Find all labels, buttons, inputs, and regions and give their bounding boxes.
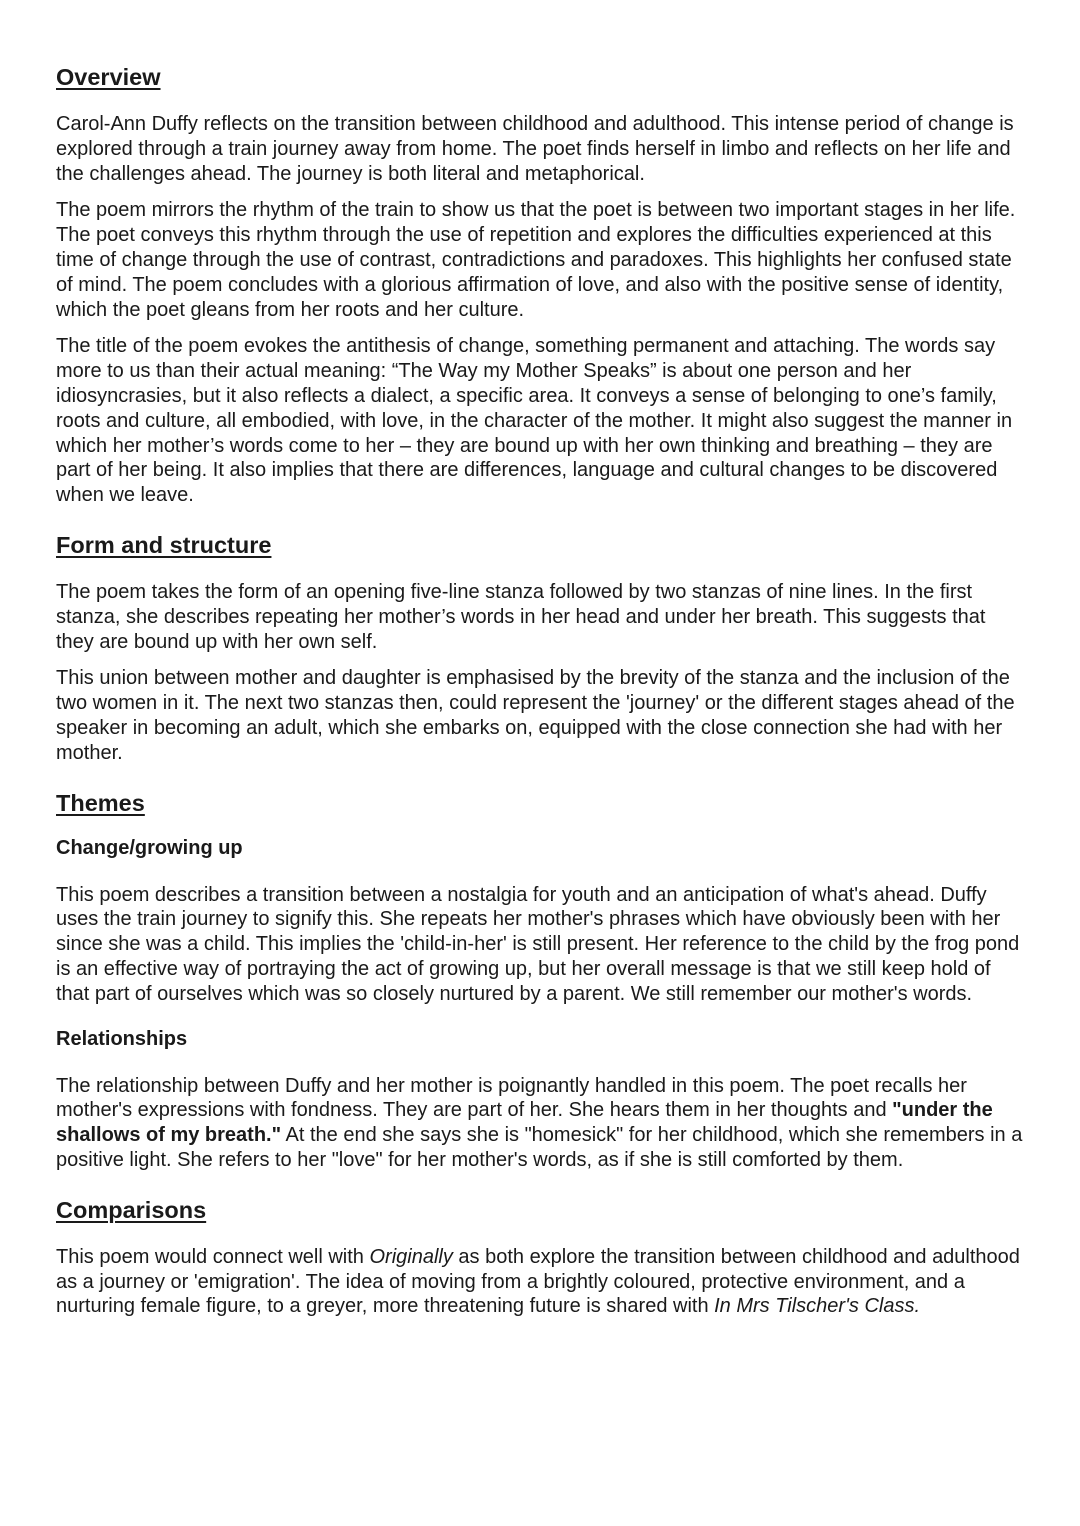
heading-comparisons: Comparisons: [56, 1196, 207, 1223]
relationships-quote: "under the shallows of my breath.": [56, 1099, 993, 1147]
form-paragraph-1: The poem takes the form of an opening five-line stanza followed by two stanzas of nine lines. In the first stanza, she describes repeating her mother’s words in her head and under her breath. This suggests that they are bound up with her own self.: [56, 580, 986, 653]
relationships-text-before: The relationship between Duffy and her mother is poignantly handled in this poem. The poet recalls her mother's expressions with fondness. They are part of her. She hears them in her thoughts and: [56, 1074, 967, 1122]
comparisons-paragraph: [56, 1245, 1028, 1319]
change-paragraph: This poem describes a transition between a nostalgia for youth and an anticipation of what's ahead. Duffy uses the train journey to signify this. She repeats her mother's phrases which have obviously been with her since she was a child. This implies the 'child-in-her' is still present. Her reference to the child by the frog pond is an effective way of portraying the act of growing up, but her overall message is that we still keep hold of that part of ourselves which was so closely nurtured by a parent. We still remember our mother's words.: [56, 883, 1020, 1005]
relationships-text-after: At the end she says she is "homesick" for her childhood, which she remembers in a positive light. She refers to her "love" for her mother's words, as if she is still comforted by them.: [56, 1124, 1023, 1171]
document-page: [56, 62, 1028, 1319]
overview-paragraph-3: The title of the poem evokes the antithesis of change, something permanent and attaching. The words say more to us than their actual meaning: “The Way my Mother Speaks” is about one person and her idiosyncrasies, but it also reflects a dialect, a specific area. It conveys a sense of belonging to one’s family, roots and culture, all embodied, with love, in the character of the mother. It might also suggest the manner in which her mother’s words come to her – they are bound up with her own thinking and breathing – they are part of her being. It also implies that there are differences, language and cultural changes to be discovered when we leave.: [56, 335, 1013, 507]
heading-form-and-structure: Form and structure: [56, 531, 272, 558]
comparisons-title-originally: Originally: [369, 1245, 453, 1268]
comparisons-text-middle: as both explore the transition between childhood and adulthood as a journey or 'emigration'. The idea of moving from a brightly coloured, protective environment, and a nurturing female figure, to a greyer, more threatening future is shared with: [56, 1245, 1020, 1318]
heading-themes: Themes: [56, 789, 145, 816]
comparisons-title-mrs-tilscher: In Mrs Tilscher's Class.: [714, 1295, 921, 1318]
heading-overview: Overview: [56, 64, 161, 90]
form-paragraph-2: This union between mother and daughter is emphasised by the brevity of the stanza and the inclusion of the two women in it. The next two stanzas then, could represent the 'journey' or the different stages ahead of the speaker in becoming an adult, which she embarks on, equipped with the close connection she had with her mother.: [56, 667, 1015, 764]
comparisons-text-before: This poem would connect well with: [56, 1245, 370, 1268]
subheading-relationships: Relationships: [56, 1027, 188, 1050]
overview-paragraph-1: Carol-Ann Duffy reflects on the transition between childhood and adulthood. This intense period of change is explored through a train journey away from home. The poet finds herself in limbo and reflects on her life and the challenges ahead. The journey is both literal and metaphorical.: [56, 113, 1014, 185]
overview-paragraph-2: The poem mirrors the rhythm of the train to show us that the poet is between two important stages in her life. The poet conveys this rhythm through the use of repetition and explores the difficulties experienced at this time of change through the use of contrast, contradictions and paradoxes. This highlights her confused state of mind. The poem concludes with a glorious affirmation of love, and also with the positive sense of identity, which the poet gleans from her roots and her culture.: [56, 199, 1016, 321]
relationships-paragraph: [56, 1074, 1028, 1173]
subheading-change-growing-up: Change/growing up: [56, 836, 243, 859]
